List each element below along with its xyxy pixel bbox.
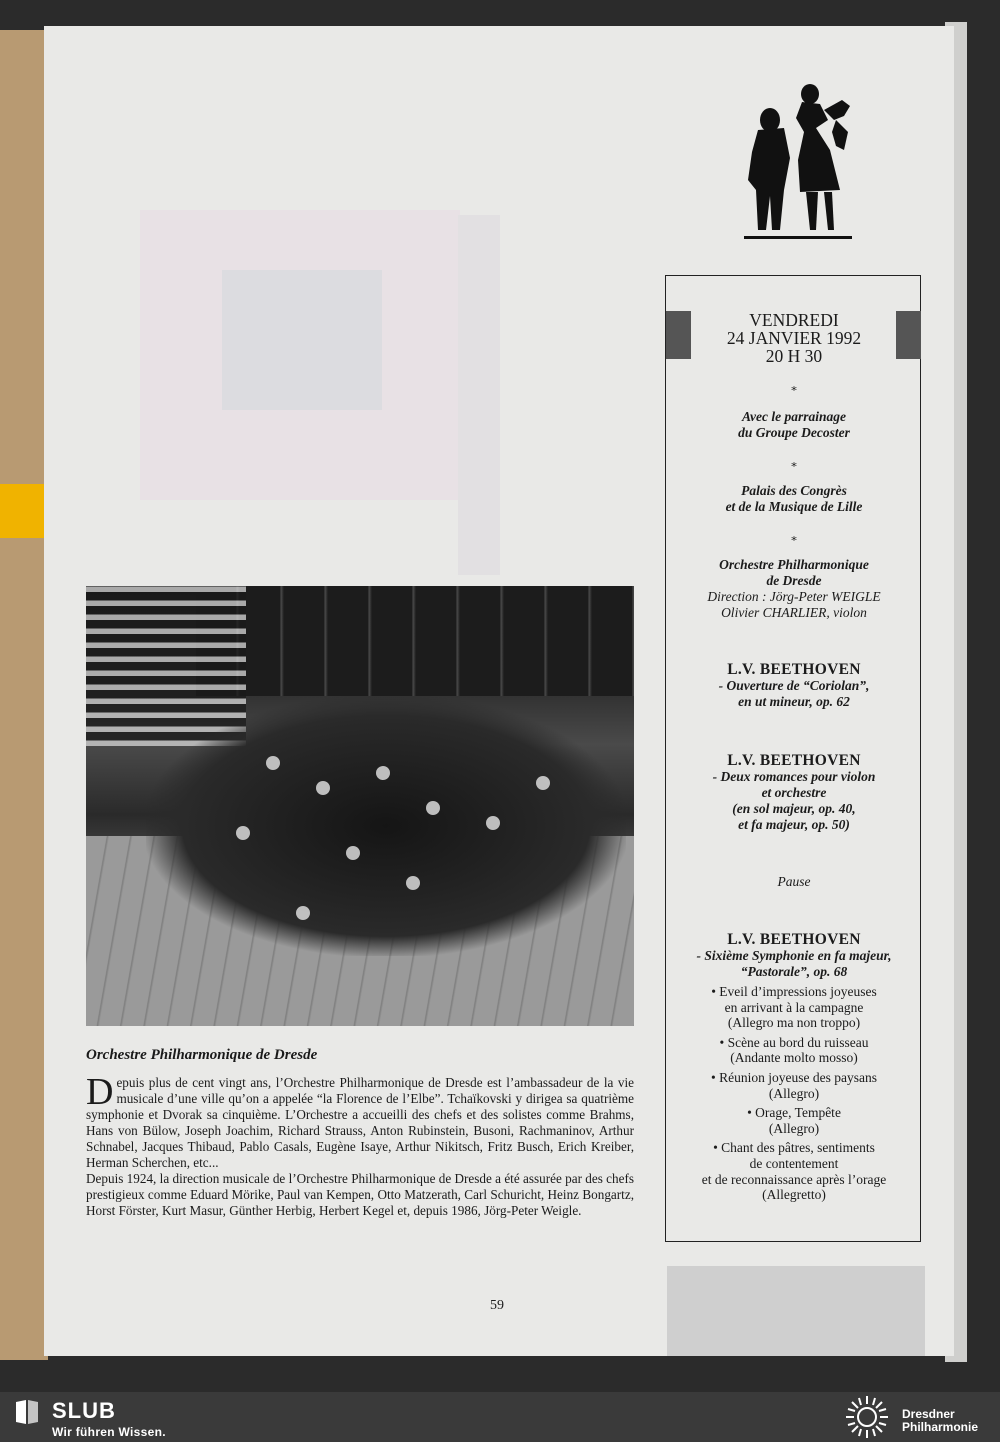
work-1-key: en ut mineur, op. 62	[738, 694, 850, 709]
work-3-composer: L.V. BEETHOVEN	[727, 931, 861, 948]
movement-3-line: • Réunion joyeuse des paysans	[711, 1069, 877, 1085]
photo-musician	[536, 776, 550, 790]
dancing-couple-silhouette-icon	[740, 80, 855, 245]
movement-2-tempo: (Andante molto mosso)	[730, 1050, 858, 1066]
sponsor-line-1: Avec le parrainage	[742, 409, 846, 424]
photo-musician	[406, 876, 420, 890]
slub-book-icon[interactable]	[14, 1398, 40, 1426]
movement-list	[666, 984, 922, 1203]
movement-2-line: • Scène au bord du ruisseau	[719, 1034, 869, 1050]
movement-4-tempo: (Allegro)	[768, 1120, 820, 1136]
orchestra-line-1: Orchestre Philharmonique	[719, 557, 869, 572]
movement-5-tempo: (Allegretto)	[762, 1187, 826, 1203]
partner-name[interactable]	[902, 1408, 978, 1434]
performers	[666, 557, 922, 621]
photo-musician	[486, 816, 500, 830]
work-3-title: - Sixième Symphonie en fa majeur,	[696, 948, 892, 963]
partner-line-1: Dresdner	[902, 1407, 955, 1421]
photo-musician	[236, 826, 250, 840]
dresdner-philharmonie-logo-icon[interactable]	[844, 1394, 890, 1440]
venue-line-1: Palais des Congrès	[741, 483, 847, 498]
concert-date	[666, 311, 922, 365]
work-2-key-1: (en sol majeur, op. 40,	[732, 801, 856, 816]
date-bar-right	[896, 311, 921, 359]
movement-4-line: • Orage, Tempête	[747, 1105, 841, 1121]
photo-musician	[376, 766, 390, 780]
work-2-title-2: et orchestre	[761, 785, 827, 800]
movement-5	[666, 1140, 922, 1202]
photo-stage-wall	[196, 586, 634, 696]
work-1-composer: L.V. BEETHOVEN	[727, 661, 861, 678]
photo-musician	[296, 906, 310, 920]
work-2-title: - Deux romances pour violon	[712, 769, 876, 784]
movement-5-line: • Chant des pâtres, sentiments	[713, 1140, 875, 1156]
orchestra-photo	[86, 586, 634, 1026]
date-weekday: VENDREDI	[749, 310, 839, 330]
photo-musician	[426, 801, 440, 815]
work-1	[666, 661, 922, 710]
separator-icon: ⁎	[791, 530, 797, 544]
work-3	[666, 931, 922, 980]
photo-musician	[346, 846, 360, 860]
work-2-key-2: et fa majeur, op. 50)	[738, 817, 850, 832]
sponsor-line-2: du Groupe Decoster	[738, 425, 850, 440]
photo-orchestra	[146, 696, 626, 956]
movement-1-line: en arrivant à la campagne	[724, 999, 864, 1015]
sponsor	[666, 409, 922, 441]
page-number: 59	[490, 1298, 504, 1313]
photo-musician	[266, 756, 280, 770]
footer-bar	[0, 1392, 1000, 1442]
movement-3-tempo: (Allegro)	[768, 1085, 820, 1101]
article-paragraph-1	[86, 1071, 634, 1171]
movement-1-tempo: (Allegro ma non troppo)	[727, 1015, 861, 1031]
work-2	[666, 752, 922, 833]
work-3-subtitle: “Pastorale”, op. 68	[740, 964, 848, 979]
article-body	[86, 1071, 634, 1219]
movement-2	[666, 1035, 922, 1066]
movement-1-line: • Eveil d’impressions joyeuses	[711, 984, 877, 999]
work-1-title: - Ouverture de “Coriolan”,	[718, 678, 870, 693]
movement-5-line: de contentement	[749, 1155, 839, 1171]
cardboard-backing	[0, 30, 48, 1360]
movement-3	[666, 1070, 922, 1101]
separator-icon: ⁎	[791, 380, 797, 394]
separator-icon: ⁎	[791, 456, 797, 470]
concert-program-box	[665, 275, 921, 1242]
soloist: Olivier CHARLIER, violon	[721, 605, 867, 620]
color-tab	[0, 484, 48, 538]
article-paragraph-1-text: epuis plus de cent vingt ans, l’Orchestre Philharmonique de Dresde est l’ambassadeur de la vie musicale d’une ville qu’on a appelée “la Florence de l’Elbe”. Tchaïkovski y dirigea sa quatrième symphonie et Dvorak sa cinquième. L’Orchestre a accueilli des chefs et des solistes comme Brahms, Hans von Bülow, Joseph Joachim, Richard Strauss, Anton Rubinstein, Busoni, Rachmaninov, Arthur Schnabel, Jacques Thibaud, Pablo Casals, Eugène Isaye, Arthur Nikitsch, Fritz Busch, Erich Kreiber, Herman Scherchen, etc...	[86, 1075, 634, 1170]
grey-panel	[667, 1266, 925, 1356]
venue-line-2: et de la Musique de Lille	[725, 499, 863, 514]
date-bar-left	[666, 311, 691, 359]
partner-line-2: Philharmonie	[902, 1420, 979, 1434]
orchestra-line-2: de Dresde	[766, 573, 822, 588]
conductor: Direction : Jörg-Peter WEIGLE	[707, 589, 881, 604]
movement-1	[666, 984, 922, 1031]
venue	[666, 483, 922, 515]
movement-4	[666, 1105, 922, 1136]
bleed-through-shadow	[222, 270, 382, 410]
dropcap: D	[86, 1071, 114, 1113]
work-2-composer: L.V. BEETHOVEN	[727, 752, 861, 769]
slub-name[interactable]: SLUB	[52, 1398, 116, 1423]
photo-musician	[316, 781, 330, 795]
slub-tagline: Wir führen Wissen.	[52, 1425, 166, 1439]
date-day: 24 JANVIER 1992	[726, 328, 862, 348]
intermission: Pause	[777, 874, 811, 889]
article-paragraph-2: Depuis 1924, la direction musicale de l’Orchestre Philharmonique de Dresde a été assurée par des chefs prestigieux comme Eduard Mörike, Paul van Kempen, Otto Matzerath, Carl Schuricht, Heinz Bongartz, Horst Förster, Kurt Masur, Günther Herbig, Herbert Kegel et, depuis 1986, Jörg-Peter Weigle.	[86, 1171, 634, 1218]
article-title: Orchestre Philharmonique de Dresde	[86, 1047, 318, 1063]
bleed-through-shadow	[458, 215, 500, 575]
date-time: 20 H 30	[765, 346, 823, 366]
movement-5-line: et de reconnaissance après l’orage	[701, 1171, 887, 1187]
